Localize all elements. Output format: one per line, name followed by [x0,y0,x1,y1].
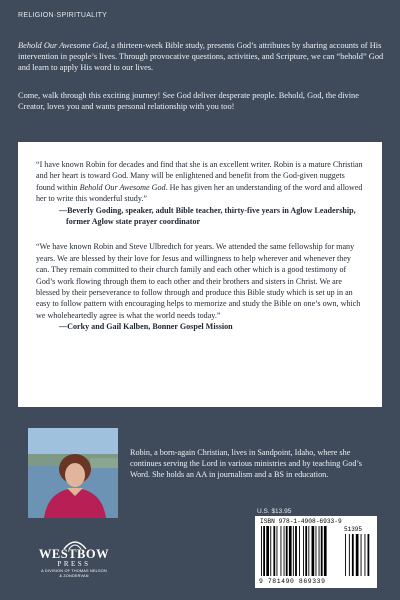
book-title: Behold Our Awesome God [18,41,107,50]
barcode-number: 9 781490 869339 [259,578,326,585]
publisher-sub: PRESS [57,560,91,568]
book-title-inline: Behold Our Awesome God [79,182,166,192]
invitation-text: Come, walk through this exciting journey! See God deliver desperate people. Behold, God, the divine Creator, loves you and wants personal relationship with you too! [18,91,359,112]
endorsement-attribution-2: —Corky and Gail Kalben, Bonner Gospel Mission [59,322,233,332]
endorsement-attribution-1: —Beverly Goding, speaker, adult Bible teacher, thirty-five years in Aglow Leadership, former Aglow state prayer coordinator [59,205,356,227]
category-label: RELIGION·SPIRITUALITY [18,12,108,19]
barcode-panel [255,516,377,588]
publisher-tagline-2: & ZONDERVAN [59,574,89,578]
publisher-tagline-1: A DIVISION OF THOMAS NELSON [41,569,107,573]
author-photo [28,428,118,518]
endorsement-quote-1: “I have known Robin for decades and find that she is an excellent writer. Robin is a mature Christian and her heart is toward God. Many will be enlightened and benefit from the God-given nuggets found within Behold Our Awesome God. He has given her an understanding of the word and allowed her to write this wonderful study.” [36,160,363,204]
author-bio: Robin, a born-again Christian, lives in Sandpoint, Idaho, where she continues serving the Lord in various ministries and by teaching God’s Word. She holds an AA in journalism and a BS in education. [130,448,362,480]
publisher-logo [14,548,134,579]
endorsement-box [18,142,382,407]
book-description [18,40,384,74]
publisher-name: WESTBOW [38,547,110,561]
price-label: U.S. $13.95 [257,508,292,515]
endorsement-quote-2: “We have known Robin and Steve Ulbredtch for years. We attended the same fellowship for many years. We are blessed by their love for Jesus and willingness to help wherever and whenever they can. They remain committed to their church family and each other which is a good testimony of God’s work flowing through them to each other and their brothers and sisters in Christ. We are blessed by their perseverance to follow through and produce this Bible study which is set up in an easy to follow pattern with encouraging helps to memorize and study the Bible on one’s own, which we wholeheartedly agree is what the world needs today.” [36,242,361,320]
isbn-label: ISBN 978-1-4908-6933-9 [260,518,342,525]
description-text: , a thirteen-week Bible study, presents God’s attributes by sharing accounts of His intervention in people’s lives. Through provocative questions, activities, and Scripture, we can “behold” God and learn to apply His word to our lives. [18,41,384,73]
price-addon-number: 51395 [344,526,363,533]
